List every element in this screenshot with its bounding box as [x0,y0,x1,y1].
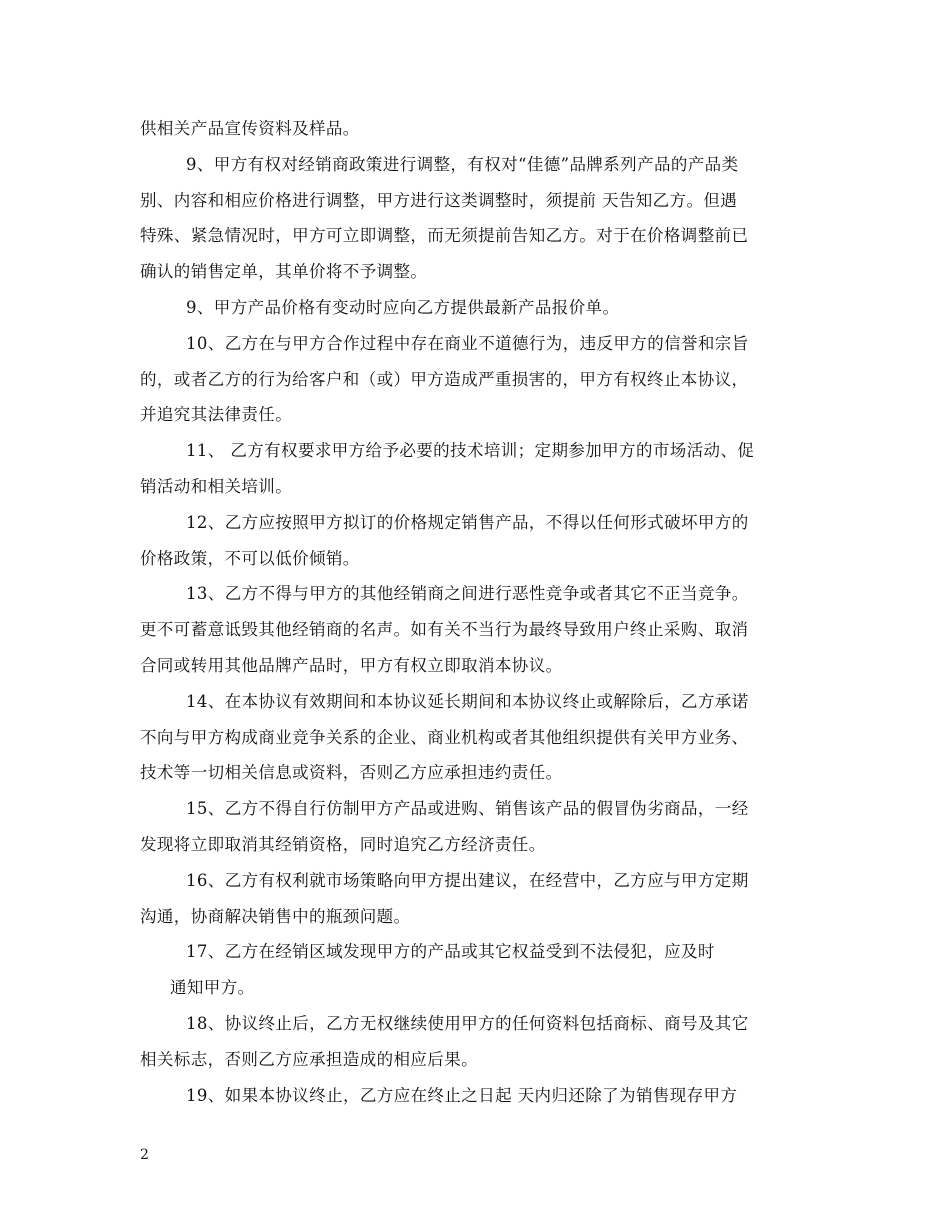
text-line: 沟通，协商解决销售中的瓶颈问题。 [140,906,411,926]
text-line: 12、乙方应按照甲方拟订的价格规定销售产品，不得以任何形式破坏甲方的 [186,512,749,532]
text-line: 16、乙方有权利就市场策略向甲方提出建议，在经营中，乙方应与甲方定期 [186,870,749,890]
text-line: 17、乙方在经销区域发现甲方的产品或其它权益受到不法侵犯，应及时 [186,942,715,962]
text-line: 13、乙方不得与甲方的其他经销商之间进行恶性竞争或者其它不正当竞争。 [186,584,749,604]
text-line: 别、内容和相应价格进行调整，甲方进行这类调整时，须提前 天告知乙方。但遇 [140,190,738,210]
text-line: 特殊、紧急情况时，甲方可立即调整，而无须提前告知乙方。对于在价格调整前已 [140,226,749,246]
text-line: 合同或转用其他品牌产品时，甲方有权立即取消本协议。 [140,655,563,675]
text-line: 9、甲方产品价格有变动时应向乙方提供最新产品报价单。 [186,297,620,317]
text-line: 14、在本协议有效期间和本协议延长期间和本协议终止或解除后，乙方承诺 [186,691,749,711]
text-line: 15、乙方不得自行仿制甲方产品或进购、销售该产品的假冒伪劣商品，一经 [186,799,749,819]
text-line: 技术等一切相关信息或资料，否则乙方应承担违约责任。 [140,763,563,783]
text-line: 销活动和相关培训。 [140,476,293,496]
text-line: 供相关产品宣传资料及样品。 [140,119,360,138]
text-line: 价格政策，不可以低价倾销。 [140,548,360,568]
text-line: 通知甲方。 [170,978,255,998]
text-line: 10、乙方在与甲方合作过程中存在商业不道德行为，违反甲方的信誉和宗旨 [186,333,749,353]
text-line: 19、如果本协议终止，乙方应在终止之日起 天内归还除了为销售现存甲方 [186,1085,738,1105]
text-line: 18、协议终止后，乙方无权继续使用甲方的任何资料包括商标、商号及其它 [186,1013,749,1033]
document-body [140,111,812,1113]
text-line: 发现将立即取消其经销资格，同时追究乙方经济责任。 [140,834,546,854]
text-line: 确认的销售定单，其单价将不予调整。 [140,262,428,282]
text-line: 并追究其法律责任。 [140,405,293,425]
text-line: 11、 乙方有权要求甲方给予必要的技术培训；定期参加甲方的市场活动、促 [186,441,755,461]
text-line: 相关标志，否则乙方应承担造成的相应后果。 [140,1049,478,1069]
text-line: 9、甲方有权对经销商政策进行调整，有权对“佳德”品牌系列产品的产品类 [186,154,739,174]
text-line: 的，或者乙方的行为给客户和（或）甲方造成严重损害的，甲方有权终止本协议， [140,369,749,389]
text-line: 更不可蓄意诋毁其他经销商的名声。如有关不当行为最终导致用户终止采购、取消 [140,620,749,640]
text-line: 不向与甲方构成商业竞争关系的企业、商业机构或者其他组织提供有关甲方业务、 [140,727,749,747]
page-number: 2 [140,1147,149,1163]
